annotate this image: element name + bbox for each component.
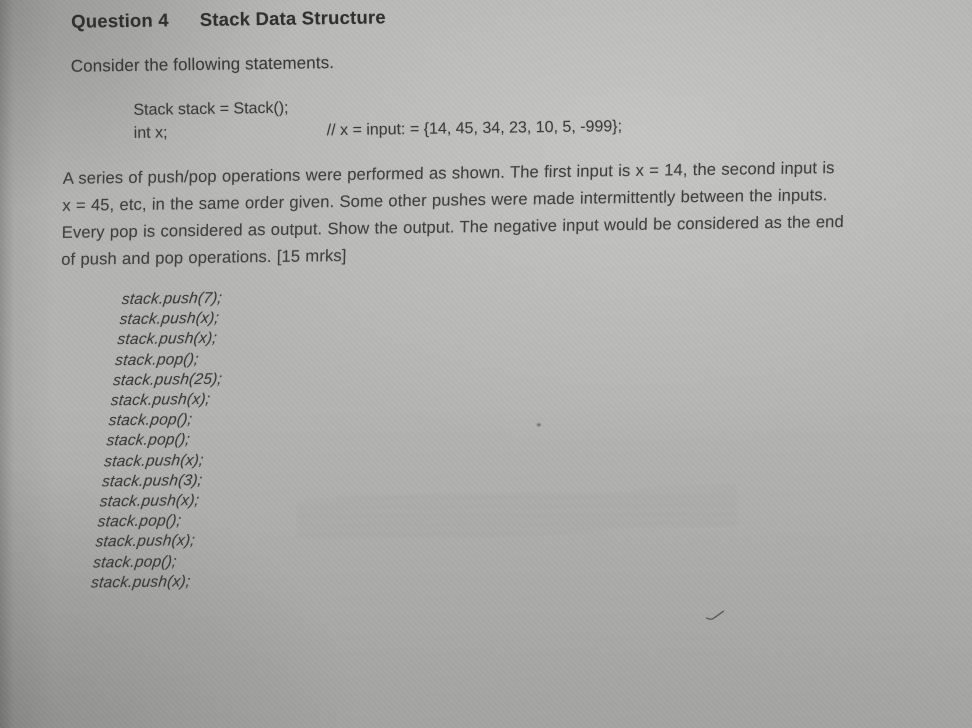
code-line: stack.push(25); (112, 370, 223, 390)
page-ghosting (297, 486, 738, 542)
paragraph-line: x = 45, etc, in the same order given. Some other pushes were made intermittently between the inputs. (62, 185, 828, 215)
operations-list (90, 289, 232, 594)
tick-mark (705, 609, 725, 623)
code-line: stack.pop(); (96, 512, 183, 531)
code-line: Stack stack = Stack(); (133, 99, 289, 119)
code-line: stack.push(x); (98, 492, 201, 511)
intro-text: Consider the following statements. (70, 53, 335, 76)
code-line: stack.pop(); (114, 350, 200, 369)
paragraph-line: Every pop is considered as output. Show the output. The negative input would be considered as the end (61, 211, 845, 242)
code-line: stack.push(x); (94, 532, 196, 551)
code-line: stack.pop(); (105, 431, 191, 450)
code-line: stack.push(x); (103, 451, 205, 470)
code-line: stack.push(3); (101, 471, 204, 491)
code-comment: // x = input: = {14, 45, 34, 23, 10, 5, -999}; (326, 118, 623, 140)
paragraph-line: A series of push/pop operations were performed as shown. The first input is x = 14, the second input is (62, 158, 835, 188)
question-number: Question 4 (71, 9, 169, 32)
paragraph-line: of push and pop operations. [15 mrks] (60, 245, 347, 269)
code-line: stack.push(x); (116, 330, 218, 349)
code-line: stack.push(x); (90, 572, 192, 592)
question-title: Stack Data Structure (199, 6, 386, 30)
code-line: stack.pop(); (107, 411, 194, 430)
code-int-x: int x; (133, 124, 168, 142)
ink-speck (537, 423, 541, 426)
code-line (133, 118, 623, 145)
question-heading (71, 6, 386, 32)
code-declaration (133, 97, 623, 145)
code-line: stack.push(x); (109, 390, 212, 410)
code-line: stack.pop(); (92, 552, 178, 572)
code-line: stack.push(x); (118, 309, 220, 329)
code-line: stack.push(7); (120, 289, 223, 309)
question-paragraph (61, 154, 845, 273)
